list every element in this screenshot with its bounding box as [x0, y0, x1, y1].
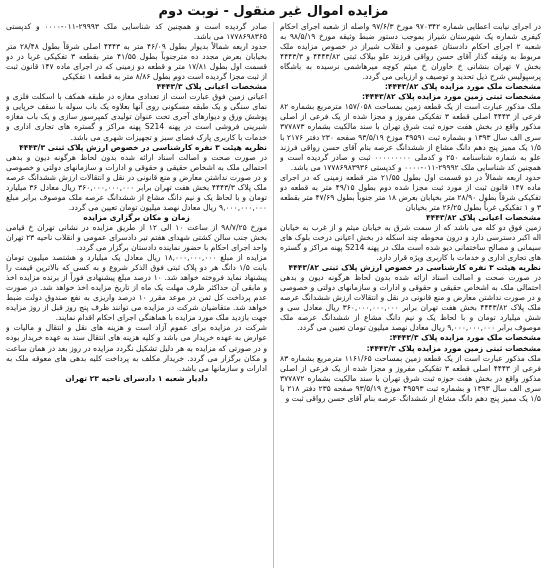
notice-heading: مشخصات ملک مورد مزایده پلاک ۴۴۴۳/۸۲:: [384, 82, 541, 92]
notice-paragraph: مورخ ۹۸/۷/۲۵ از ساعت ۱۰ الی ۱۲ از طریق مزایده در نشانی تهران خ قیامی بخش جنب سالن کشتی شهدای هفتم تیر دادسرای عمومی و انقلاب ناحیه ۲۳ تهران واحد اجرای احکام با حضور نماینده دادستان برگزار می گردد.: [6, 222, 268, 253]
notice-paragraph: ملک مذکور عبارت است از یک قطعه زمین بمساحت ۱۱۶۱/۶۵ مترمربع بشماره ۸۳ فرعی از ۴۴۴۳ اصلی قطعه ۳ تفکیکی مفروز و مجزا شده از یک فرعی از اصلی مذکور واقع در بخش هفت حوزه ثبت شرق تهران با سند مالکیت بشماره ۳۷۷۸۷۲ سری الف سال ۱۳۹۳ و بشماره ثبت ۴۹۵۹۳ موزخ ۹۳/۵/۱۹ صفحه ۲۳۵ دفتر ۲۱۸ با ۱/۵ یک ممیز پنج دهم دانگ مشاع از ششدانگ عرصه بنام آقای حسن رواقی ثبت و: [280, 353, 541, 403]
column-divider: [273, 22, 274, 568]
newspaper-notice: [6, 4, 541, 572]
notice-heading: مشخصات ثبتی زمین مورد مزایده پلاک ۴۴۴۳/۳:: [366, 343, 541, 353]
notice-paragraph: حدود اربعه شمالاً بدیوار بطول ۴۶/۰۹ متر به ۴۴۴۳ اصلی شرقاً بطول ۲۸/۴۸ متر بخیابان بعرض مجدد ده مترجنوباً بطول ۴۱/۵۵ متر بقطعه ۳ تفکیکی غربا در دو قسمت اول بطول ۱۷/۸۱ متر و قطعه دو زمینی که در اجرای ماده ۱۴۷ قانون ثبت از ثبت مجزا گردیده است دوم بطول ۸/۸۶ متر به قطعه ۱ تفکیکی: [6, 42, 268, 82]
notice-paragraph: مزایده از مبلغ ۱۸,۰۰۰,۰۰۰,۰۰۰ ریال معادل یک میلیارد و هشتصد میلیون تومان بابت ۱/۵ دانگ هر دو پلاک ثبتی فوق الذکر شروع و به کسی که بالاترین قیمت را پیشنهاد نماید فروخته خواهد شد. ۱۰ درصد مبلغ پیشنهادی فوراً از برنده مزایده اخذ و مابقی آن حداکثر ظرف مهلت یک ماه از تاریخ مزایده اخذ خواهد شد. در صورت عدم پرداخت کل ثمن در موعد مقرر ۱۰ درصد واریزی به نفع صندوق دولت ضبط خواهد شد. متقاضیان شرکت در مزایده می توانند ظرف پنج روز قبل از روز مزایده جهت بازدید ملک مورد مزایده با هماهنگی اجرای احکام اقدام نمایند.: [6, 253, 268, 323]
notice-heading: مشخصات ملک مورد مزایده پلاک ۴۴۴۳/۳:: [389, 333, 541, 343]
notice-heading: مشخصات ثبتی زمین مورد مزایده پلاک ۴۴۴۳/۸۲:: [362, 92, 541, 102]
notice-heading: دادیار شعبه ۱ دادسرای ناحیه ۲۳ تهران: [65, 373, 208, 383]
notice-paragraph: حدود اربعه شمالاً در دو قسمت اول بطول ۲۱/۵۵ متر قطعه زمینی که در اجرای ماده ۱۴۷ قانون ثبت از مورد ثبت مجزا شده دوم بطول ۴۹/۱۵ متر به قطعه دو تفکیکی شرقاً بطول ۲۸/۹۰ متر بخیابان بعرض ۱۸ متر جنوباً بطول ۴۷/۶۹ متر بقطعه ۳ و ۱ تفکیکی غرباً بطول ۲۶/۲۵ متر بخیابان: [280, 172, 541, 212]
notice-paragraph: ملک مذکور عبارت است از یک قطعه زمین بمساحت ۱۵۷/۰۵۸ مترمربع بشماره ۸۲ فرعی از ۴۴۴۳ اصلی قطعه ۳ تفکیکی مفروز و مجزا شده از یک فرعی از اصلی مذکور واقع در بخش هفت حوزه ثبت شرق تهران با سند مالکیت بشماره ۳۷۷۸۷۳ سری الف سال ۱۳۹۳ و بشماره ثبت ۴۹۵۹۱ موزخ ۹۳/۵/۱۹ صفحه ۲۳۰ دفتر ۲۱۷۶ با ۱/۵ یک ممیز پنج دهم دانگ مشاع از ششدانگ عرصه بنام آقای حسن رواقی فرزند علو به شماره شناسنامه ۲۵۰ و کدملی ۰۰۰۰۰۰۰۰۰ ثبت و صادر گردیده است و همچنین کد شناسایی ملک ۲۹۹۹۲-۰۱۱-۰۰۰۰ و کدپستی ۱۷۷۸۶۹۸۳۹۳۶ می باشد.: [280, 102, 541, 172]
notice-heading: زمان و مکان برگزاری مزایده: [83, 212, 190, 222]
notice-paragraph: در اجرای نیابت اعطایی شماره ۹۷۰۳۴۲ مورخ ۹۷/۶/۳ واصله از شعبه اجرای احکام کیفری شماره یک شهرستان شیراز بموجب دستور ضبط وثیقه مورخ ۹۸/۵/۱۹ به شعبه ۲ اجرای احکام دادستان عمومی و انقلاب شیراز در خصوص مزایده ملک مربوط به وثیقه گذار آقای حسن رواقی فرزند علو بیلاک ثبتی ۴۴۴۳/۸۲ و ۴۴۴۳/۳ بخش ۷ تهران بنشانی خ خاوران خ میثم کوچه میرهاشمی نرسیده به باشگاه پرسپولیس شرح ذیل تحدید و توصیف و ارزیابی می گردد.: [280, 22, 541, 82]
notice-heading: مشخصات اعیانی پلاک ۴۴۴۳/۸۲: [425, 212, 541, 222]
notice-columns: [6, 22, 541, 568]
notice-title: مزایده اموال غیر منقول - نوبت دوم: [158, 4, 389, 19]
right-column: [280, 22, 541, 568]
notice-paragraph: زمین فوق دو کله می باشد که از سمت شرق به خیابان میثم و از غرب به خیابان اله اکبر دسترسی دارد و درون محوطه چند اسکله در بخش اعیانی درخت بلوک های سیمانی و مصالح ساختمانی دیو شده است ملک در پهنه S214 پهنه مراکز و گستره های تجاری اداری و خدمات با کاربری ویژه قرار دارد.: [280, 222, 541, 263]
notice-heading: مشخصات اعیانی پلاک ۴۴۴۳/۳: [156, 82, 268, 92]
notice-paragraph: در صورت صحت و اصالت اسناد ارائه شده بدون لحاظ هرگونه دیون و بدهی احتمالی ملک به اشخاص حقیقی و حقوقی و ادارات و سازمانهای دولتی و خصوصی و در صورت نداشتن معارض و منع قانونی در نقل و انتقالات ارزش ششدانگ عرصه ملک پلاک ۴۴۴۳/۳ بخش هفت تهران برابر ۳۶۰,۰۰۰,۰۰۰,۰۰۰ ریال معادل ۳۶ میلیارد تومان و با لحاظ یک و نیم دانگ مشاع از ششدانگ عرصه ملک موصوف برابر مبلغ ۹,۰۰۰,۰۰۰,۰۰۰ ریال معادل نهصد میلیون تومان تعیین می گردد.: [6, 152, 268, 212]
notice-heading: نظریه هیئت ۳ نفره کارشناسی در خصوص ارزش پلاک ثبتی ۴۴۴۳/۳: [19, 142, 268, 152]
notice-paragraph: شرکت در مزایده برای عموم آزاد است و هزینه های نقل و انتقال و مالیات و عوارض به عهده خریدار می باشد و کلیه هزینه های انتقال سند به عهده خریدار بوده و در صورتی که مزایده به هر دلیل تشکیل نگردد مزایده در روز بعد در همان ساعت و مکان برگزار می گردد. خریدار مکلف به پرداخت کلیه بدهی های معوقه ملک به ادارات و سازمانها می باشد.: [6, 323, 268, 373]
notice-paragraph: صادر گردیده است و همچنین کد شناسایی ملک ۲۹۹۹۳-۰۱۱-۰۰۰۰ و کدپستی ۱۷۷۸۶۹۸۳۶۵ می باشد.: [6, 22, 268, 42]
notice-heading: نظریه هیئت ۳ نفره کارشناسی در خصوص ارزش پلاک ثبتی ۴۴۴۳/۸۲: [288, 263, 541, 273]
notice-paragraph: در صورت صحت و اصالت اسناد ارائه شده بدون لحاظ هرگونه دیون و بدهی احتمالی ملک به اشخاص حقیقی و حقوقی و ادارات و سازمانهای دولتی و خصوصی و در صورت نداشتن معارض و منع قانونی در نقل و انتقالات ارزش ششدانگ عرصه ملک پلاک ۴۴۴۳/۸۲ بخش هفت تهران برابر ۳۶۰,۰۰۰,۰۰۰,۰۰۰ ریال معادل سی و شش میلیارد تومان و با لحاظ یک و نیم دانگ مشاع از ششدانگ عرصه ملک موصوف برابر ۹,۰۰۰,۰۰۰,۰۰۰ ریال معادل نهصد میلیون تومان تعیین می گردد.: [280, 273, 541, 333]
notice-paragraph: اعیانی زمین فوق عبارت است از تعدادی مغازه در طبقه همکف با اسکلت فلزی و نمای سنگی و یک طبقه مسکونی روی آنها بعلاوه یک باب سوله با سقف خرپایی و پوشش ورق و دیوارهای آجری تحت عنوان تولیدی کمپرسور سازی و یک باب مغازه شیرینی فروشی است در پهنه S214 پهنه مراکز و گستره های تجاری اداری و خدمات با کاربری پارک فضای سبز و تجهیزات شهری می باشد.: [6, 92, 268, 142]
left-column: [6, 22, 267, 568]
